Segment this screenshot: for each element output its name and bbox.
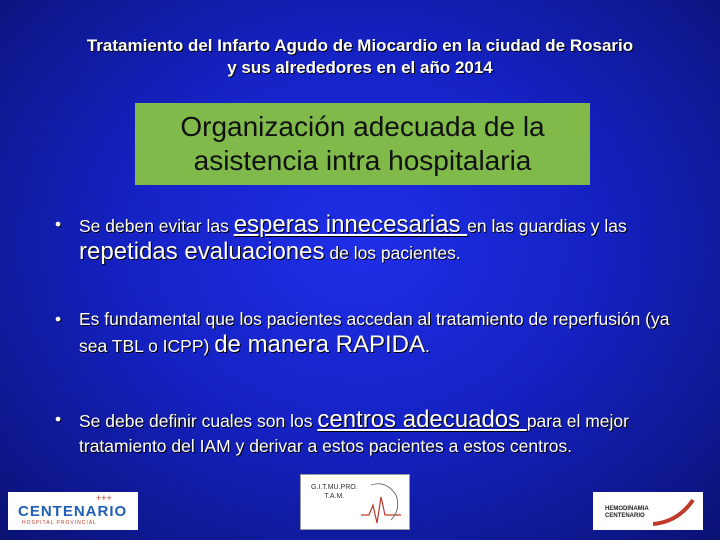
bullet-dot: • bbox=[55, 409, 62, 429]
bullet-emphasis: repetidas evaluaciones bbox=[79, 238, 325, 265]
logo-subtitle: HOSPITAL PROVINCIAL bbox=[22, 520, 97, 526]
gitmupro-logo bbox=[300, 474, 410, 530]
bullet-emphasis: esperas innecesarias bbox=[233, 211, 468, 238]
hemodinamia-logo bbox=[593, 492, 703, 530]
heading-line-1: Organización adecuada de la bbox=[180, 111, 545, 142]
logo-line-2: T.A.M. bbox=[324, 493, 345, 500]
logo-line-2: CENTENARIO bbox=[605, 513, 645, 519]
logo-line-1: G.I.T.MU.PRO. bbox=[311, 484, 358, 491]
bullet-item bbox=[55, 212, 695, 266]
heading-line-2: asistencia intra hospitalaria bbox=[193, 145, 532, 176]
slide-title bbox=[0, 35, 720, 79]
title-line-2: y sus alrededores en el año 2014 bbox=[227, 58, 493, 77]
bullet-text bbox=[79, 212, 695, 266]
bullet-text bbox=[79, 307, 695, 359]
bullet-text-part: Se debe definir cuales son los bbox=[79, 411, 318, 431]
bullet-text-part: para el mejor tratamiento del IAM y derivar a estos pacientes a estos centros. bbox=[79, 411, 629, 456]
bullet-item bbox=[55, 407, 695, 459]
title-line-1: Tratamiento del Infarto Agudo de Miocardio en la ciudad de Rosario bbox=[86, 36, 634, 55]
cross-icon: +++ bbox=[96, 493, 112, 503]
bullet-text-part: . bbox=[424, 336, 430, 356]
logo-line-1: HEMODINAMIA bbox=[605, 506, 649, 512]
heartbeat-icon bbox=[301, 475, 411, 531]
bullet-dot: • bbox=[55, 214, 62, 234]
centenario-logo bbox=[8, 492, 138, 530]
bullet-text-part: de los pacientes. bbox=[324, 243, 461, 263]
bullet-text-part: Se deben evitar las bbox=[79, 216, 234, 236]
logo-name: CENTENARIO bbox=[18, 503, 128, 520]
section-heading-box bbox=[135, 103, 590, 185]
bullet-item bbox=[55, 307, 695, 359]
bullet-text-part: en las guardias y las bbox=[467, 216, 627, 236]
bullet-dot: • bbox=[55, 309, 62, 329]
bullet-text-part: Es fundamental que los pacientes accedan al tratamiento de reperfusión (ya sea TBL o ICPP) bbox=[79, 309, 670, 356]
swoosh-icon bbox=[593, 492, 703, 530]
bullet-text bbox=[79, 407, 695, 459]
bullet-emphasis: centros adecuados bbox=[317, 406, 527, 433]
bullet-emphasis: de manera RAPIDA bbox=[214, 331, 425, 358]
